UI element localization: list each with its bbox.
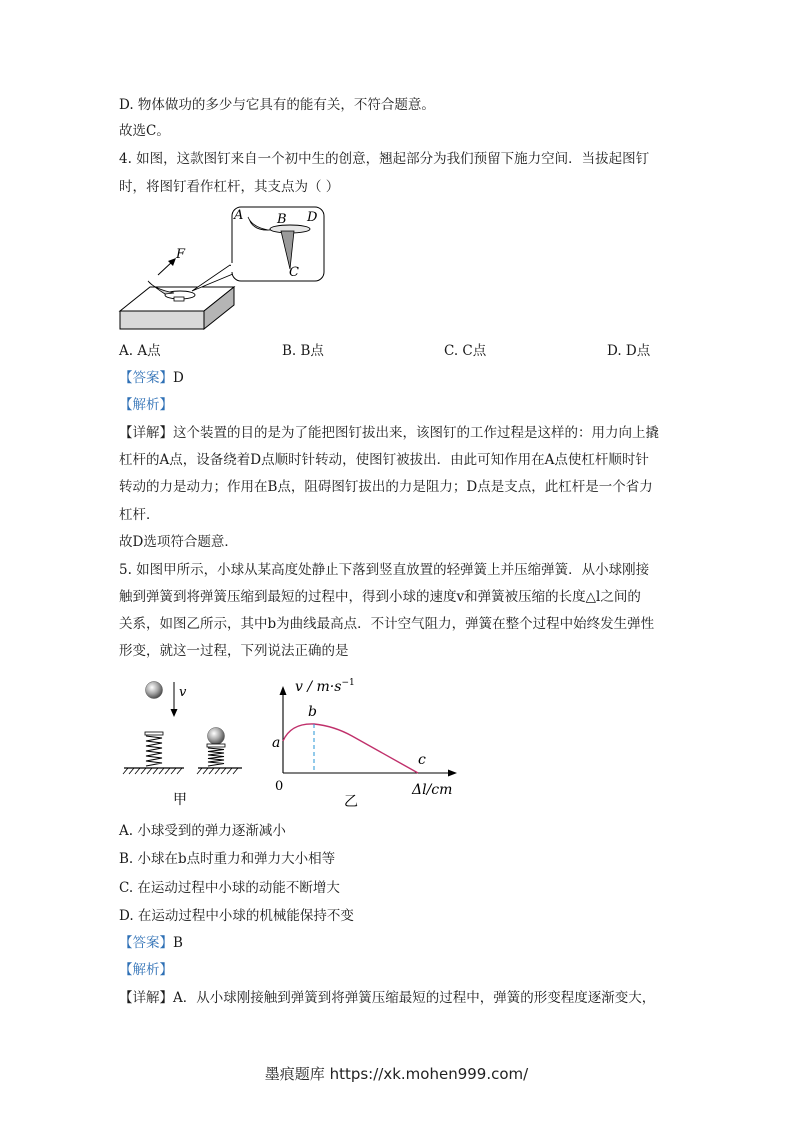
caption-jia: 甲: [173, 792, 187, 808]
q4-analysis-tag: 【解析】: [119, 397, 173, 413]
q4-option-b: B. B点: [282, 343, 324, 359]
velocity-arrow-head: [171, 709, 178, 717]
force-label: F: [176, 247, 186, 262]
q4-detail-line-1: 【详解】这个装置的目的是为了能把图钉拔出来，该图钉的工作过程是这样的：用力向上撬: [119, 425, 659, 441]
point-b-label: b: [308, 704, 317, 720]
answer-tag: 【答案】: [119, 370, 173, 386]
prev-option-d: D. 物体做功的多少与它具有的能有关，不符合题意。: [119, 97, 435, 113]
caption-yi: 乙: [344, 794, 358, 810]
q5-stem-line-2: 触到弹簧到将弹簧压缩到最短的过程中，得到小球的速度v和弹簧被压缩的长度△l之间的: [119, 589, 641, 605]
spring-relaxed: [146, 736, 162, 766]
q4-stem-line-1: 4. 如图，这款图钉来自一个初中生的创意，翘起部分为我们预留下施力空间．当拔起图钉: [119, 151, 650, 167]
q4-conclusion: 故D选项符合题意．: [119, 534, 238, 550]
q4-option-a: A. A点: [119, 343, 161, 359]
block-front: [120, 311, 204, 329]
x-axis-label: Δl/cm: [412, 782, 453, 798]
ball-on-spring: [208, 728, 225, 745]
q5-stem-line-1: 5. 如图甲所示，小球从某高度处静止下落到竖直放置的轻弹簧上并压缩弹簧．从小球刚接: [119, 562, 650, 578]
velocity-curve: [283, 724, 418, 773]
velocity-label: v: [179, 685, 187, 700]
answer-tag: 【答案】: [119, 935, 173, 951]
point-c-label: c: [418, 752, 426, 768]
answer-value: D: [173, 370, 184, 386]
q4-detail-line-4: 杠杆．: [119, 507, 160, 523]
y-axis-label: $v / m\cdot s^{-1}$: [295, 678, 355, 695]
tack-base: [174, 297, 184, 301]
detail-tag: 【详解】: [119, 990, 173, 1006]
q4-answer: [119, 368, 184, 388]
origin-label: 0: [275, 779, 284, 794]
q5-analysis-tag: 【解析】: [119, 962, 173, 978]
q5-figure-jia: [118, 672, 258, 812]
q5-stem-line-3: 关系，如图乙所示，其中b为曲线最高点．不计空气阻力，弹簧在整个过程中始终发生弹性: [119, 616, 655, 632]
spring-compressed: [208, 748, 224, 766]
y-axis-arrow: [280, 686, 287, 695]
label-b: B: [277, 212, 287, 227]
label-d: D: [307, 210, 318, 225]
label-c: C: [289, 265, 299, 280]
label-a: A: [234, 208, 244, 223]
q5-option-c: C. 在运动过程中小球的动能不断增大: [119, 880, 340, 896]
q4-detail-line-2: 杠杆的A点，设备绕着D点顺时针转动，使图钉被拔出．由此可知作用在A点使杠杆顺时针: [119, 452, 649, 468]
detail-tag: 【详解】: [119, 425, 173, 441]
x-axis-arrow: [448, 770, 457, 777]
q5-answer: [119, 933, 183, 953]
q4-thumbtack-figure: [118, 203, 338, 333]
point-a-label: a: [272, 735, 281, 751]
q5-option-b: B. 小球在b点时重力和弹力大小相等: [119, 851, 336, 867]
q5-figure-yi: [268, 672, 468, 812]
q5-option-d: D. 在运动过程中小球的机械能保持不变: [119, 908, 354, 924]
q5-stem-line-4: 形变，就这一过程，下列说法正确的是: [119, 643, 349, 659]
q4-detail-line-3: 转动的力是动力；作用在B点，阻碍图钉拔出的力是阻力；D点是支点，此杠杆是一个省力: [119, 479, 653, 495]
q5-option-a: A. 小球受到的弹力逐渐减小: [119, 823, 286, 839]
q4-stem-line-2: 时，将图钉看作杠杆，其支点为（ ）: [119, 179, 340, 195]
q4-option-c: C. C点: [444, 343, 487, 359]
q5-detail-line-1: 【详解】A．从小球刚接触到弹簧到将弹簧压缩最短的过程中，弹簧的形变程度逐渐变大，: [119, 990, 656, 1006]
q4-option-d: D. D点: [607, 343, 651, 359]
answer-value: B: [173, 935, 183, 951]
falling-ball: [146, 682, 163, 699]
page-footer[interactable]: 墨痕题库 https://xk.mohen999.com/: [264, 1065, 529, 1083]
prev-choose: 故选C。: [119, 123, 170, 139]
